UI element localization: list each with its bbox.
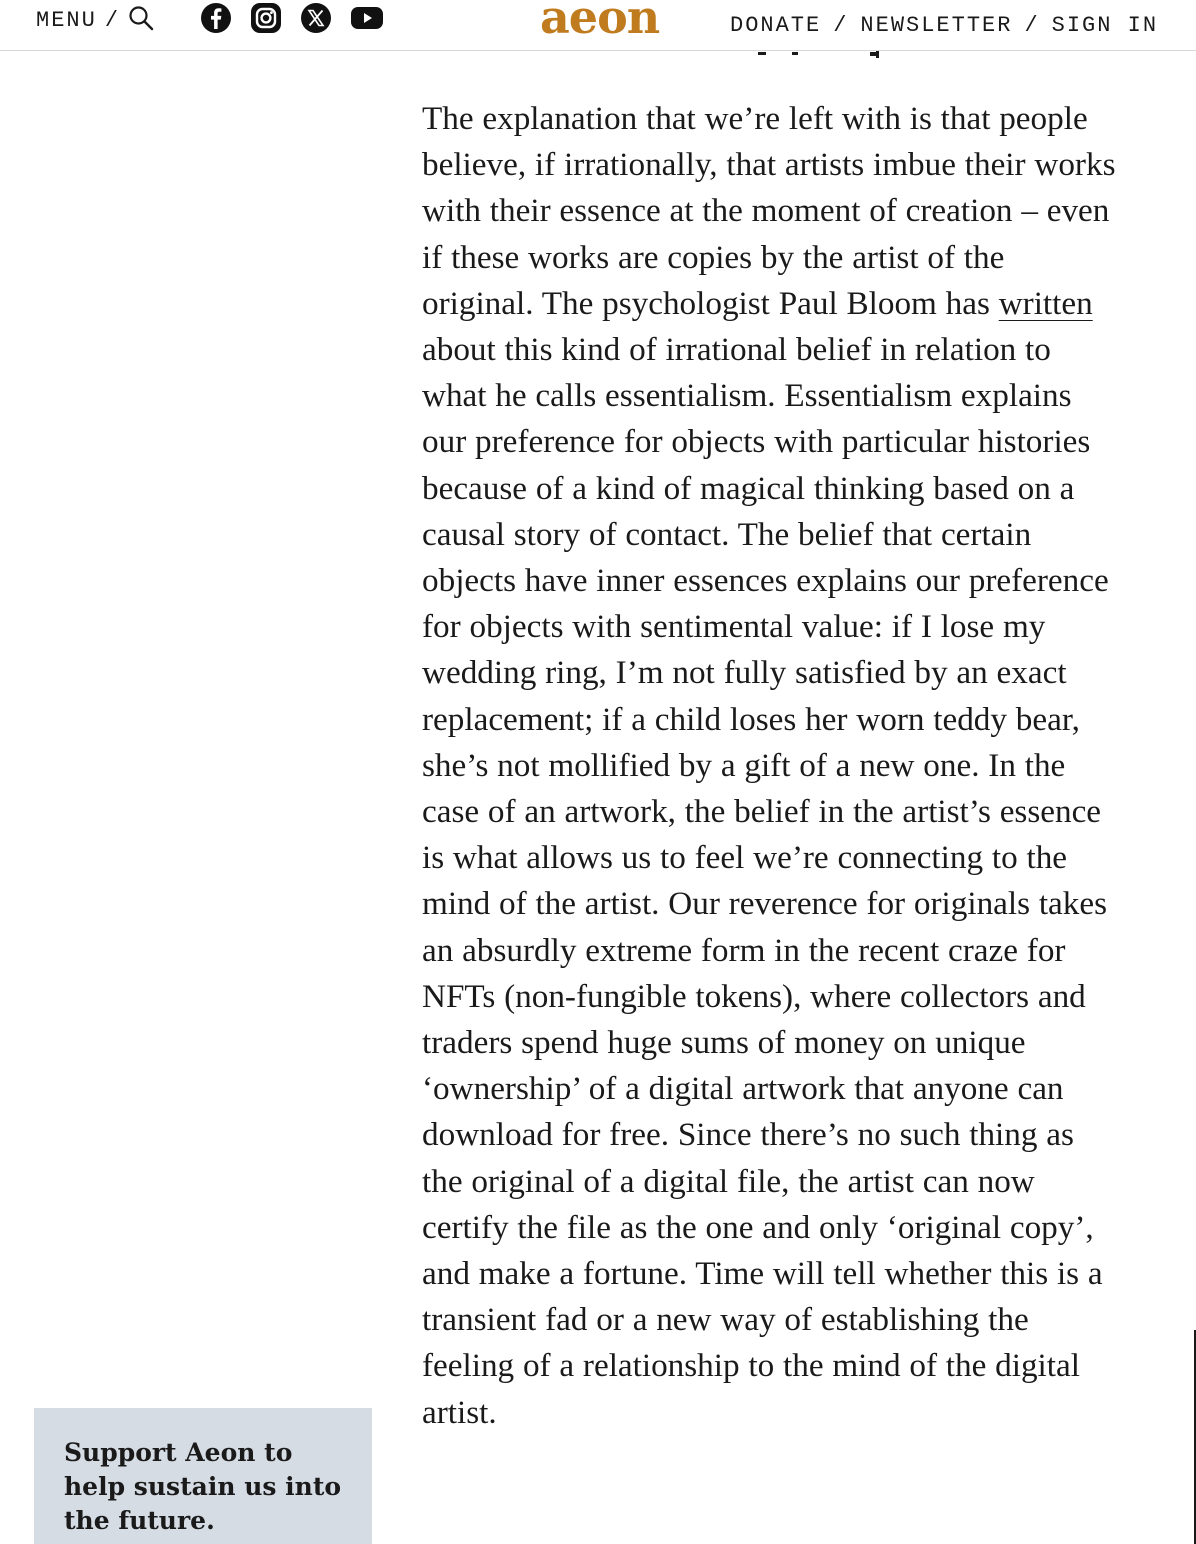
support-message: Support Aeon to help sustain us into the future. — [64, 1438, 342, 1535]
donate-link[interactable]: DONATE — [730, 13, 822, 38]
sign-in-link[interactable]: SIGN IN — [1051, 13, 1159, 38]
support-aeon-box[interactable] — [34, 1408, 372, 1544]
menu-separator: / — [104, 8, 121, 33]
article-body — [422, 96, 1122, 1436]
written-link[interactable]: written — [998, 284, 1093, 322]
article-paragraph — [422, 96, 1122, 1436]
search-icon[interactable] — [128, 5, 154, 31]
newsletter-link[interactable]: NEWSLETTER — [860, 13, 1013, 38]
instagram-icon[interactable] — [250, 2, 282, 34]
x-icon[interactable] — [300, 2, 332, 34]
menu-group — [36, 8, 154, 33]
nav-separator: / — [1024, 13, 1040, 38]
aeon-logo[interactable]: aeon — [540, 0, 660, 44]
menu-button[interactable]: MENU — [36, 8, 97, 33]
social-links — [200, 2, 382, 34]
header-nav — [730, 13, 1158, 38]
facebook-icon[interactable] — [200, 2, 232, 34]
site-header — [0, 0, 1196, 51]
paragraph-text: about this kind of irrational belief in relation to what he calls essentialism. Essentialism explains our preference for objects with particular histories because of a kind of magical thinking based on a causal story of contact. The belief that certain objects have inner essences explains our preference for objects with sentimental value: if I lose my wedding ring, I’m not fully satisfied by an exact replacement; if a child loses her worn teddy bear, she’s not mollified by a gift of a new one. In the case of an artwork, the belief in the artist’s essence is what allows us to feel we’re connecting to the mind of the artist. Our reverence for originals takes an absurdly extreme form in the recent craze for NFTs (non-fungible tokens), where collectors and traders spend huge sums of money on unique ‘ownership’ of a digital artwork that anyone can download for free. Since there’s no such thing as the original of a digital file, the artist can now certify the file as the one and only ‘original copy’, and make a fortune. Time will tell whether this is a transient fad or a new way of establishing the feeling of a relationship to the mind of the digital artist. — [422, 331, 1109, 1431]
paragraph-text: The explanation that we’re left with is that people believe, if irrationally, that artists imbue their works with their essence at the moment of creation – even if these works are copies by the artist of the original. The psychologist Paul Bloom has — [422, 100, 1116, 322]
nav-separator: / — [833, 13, 849, 38]
youtube-icon[interactable] — [350, 2, 382, 34]
